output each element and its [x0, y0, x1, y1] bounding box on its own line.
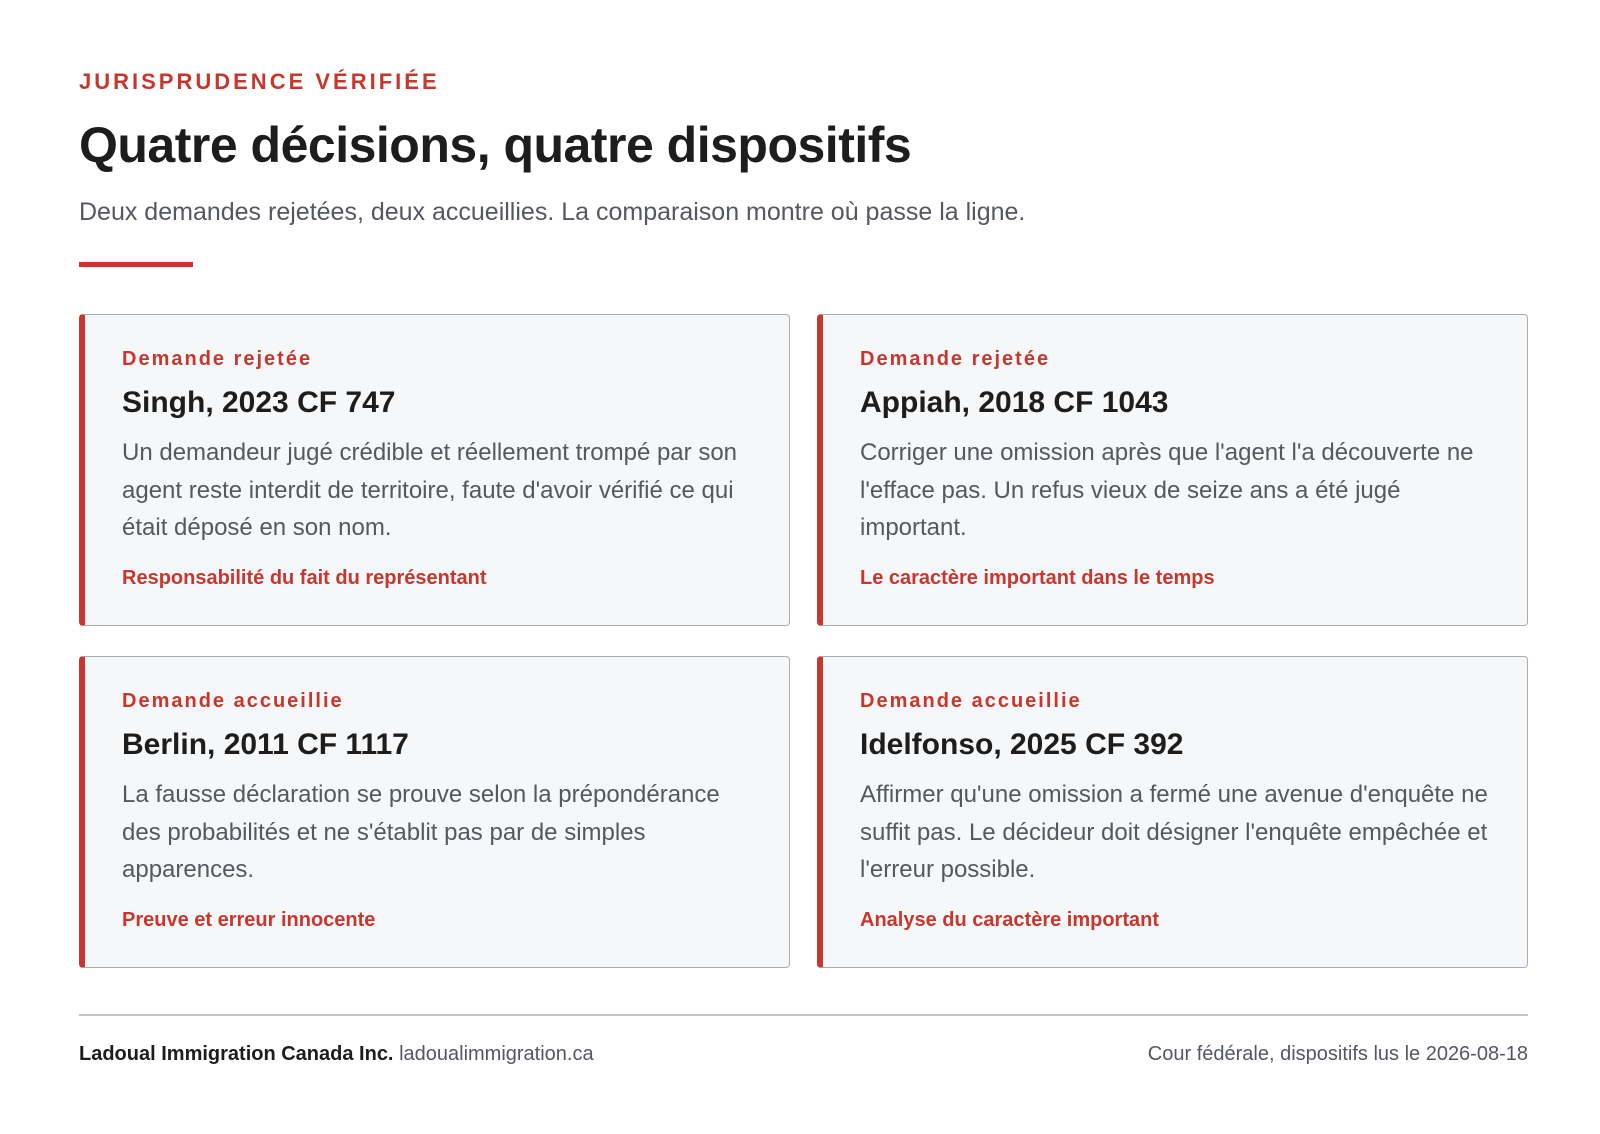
organization-name: Ladoual Immigration Canada Inc. — [79, 1043, 394, 1065]
page-subtitle: Deux demandes rejetées, deux accueillies. La comparaison montre où passe la ligne. — [79, 198, 1026, 226]
decision-grid — [79, 314, 1528, 968]
accent-divider — [79, 262, 193, 267]
page — [79, 0, 1528, 1134]
footer-note: Cour fédérale, dispositifs lus le 2026-08-18 — [1147, 1043, 1528, 1065]
case-summary: Un demandeur jugé crédible et réellement trompé par son agent reste interdit de territoire, faute d'avoir vérifié ce qui était déposé en son nom. — [122, 439, 738, 541]
decision-status: Demande rejetée — [122, 348, 313, 370]
decision-status: Demande accueillie — [860, 690, 1082, 712]
footer-divider — [79, 1014, 1528, 1016]
case-summary: La fausse déclaration se prouve selon la prépondérance des probabilités et ne s'établit pas par de simples apparences. — [122, 781, 720, 883]
organization-website[interactable]: ladoualimmigration.ca — [399, 1043, 594, 1065]
case-summary: Corriger une omission après que l'agent l'a découverte ne l'efface pas. Un refus vieux de seize ans a été jugé important. — [860, 439, 1474, 541]
case-citation: Appiah, 2018 CF 1043 — [860, 386, 1169, 419]
case-citation: Singh, 2023 CF 747 — [122, 386, 396, 419]
decision-card-appiah — [817, 314, 1528, 626]
decision-status: Demande accueillie — [122, 690, 344, 712]
case-topic-tag: Le caractère important dans le temps — [860, 567, 1215, 589]
case-topic-tag: Preuve et erreur innocente — [122, 909, 376, 931]
case-summary: Affirmer qu'une omission a fermé une avenue d'enquête ne suffit pas. Le décideur doit désigner l'enquête empêchée et l'erreur possible. — [860, 781, 1488, 883]
footer-attribution — [79, 1043, 594, 1066]
eyebrow-label: JURISPRUDENCE VÉRIFIÉE — [79, 69, 440, 94]
decision-card-idelfonso — [817, 656, 1528, 968]
case-topic-tag: Analyse du caractère important — [860, 909, 1159, 931]
page-title: Quatre décisions, quatre dispositifs — [79, 117, 912, 173]
case-citation: Idelfonso, 2025 CF 392 — [860, 728, 1184, 761]
case-topic-tag: Responsabilité du fait du représentant — [122, 567, 487, 589]
decision-card-berlin — [79, 656, 790, 968]
decision-status: Demande rejetée — [860, 348, 1051, 370]
case-citation: Berlin, 2011 CF 1117 — [122, 728, 409, 761]
decision-card-singh — [79, 314, 790, 626]
